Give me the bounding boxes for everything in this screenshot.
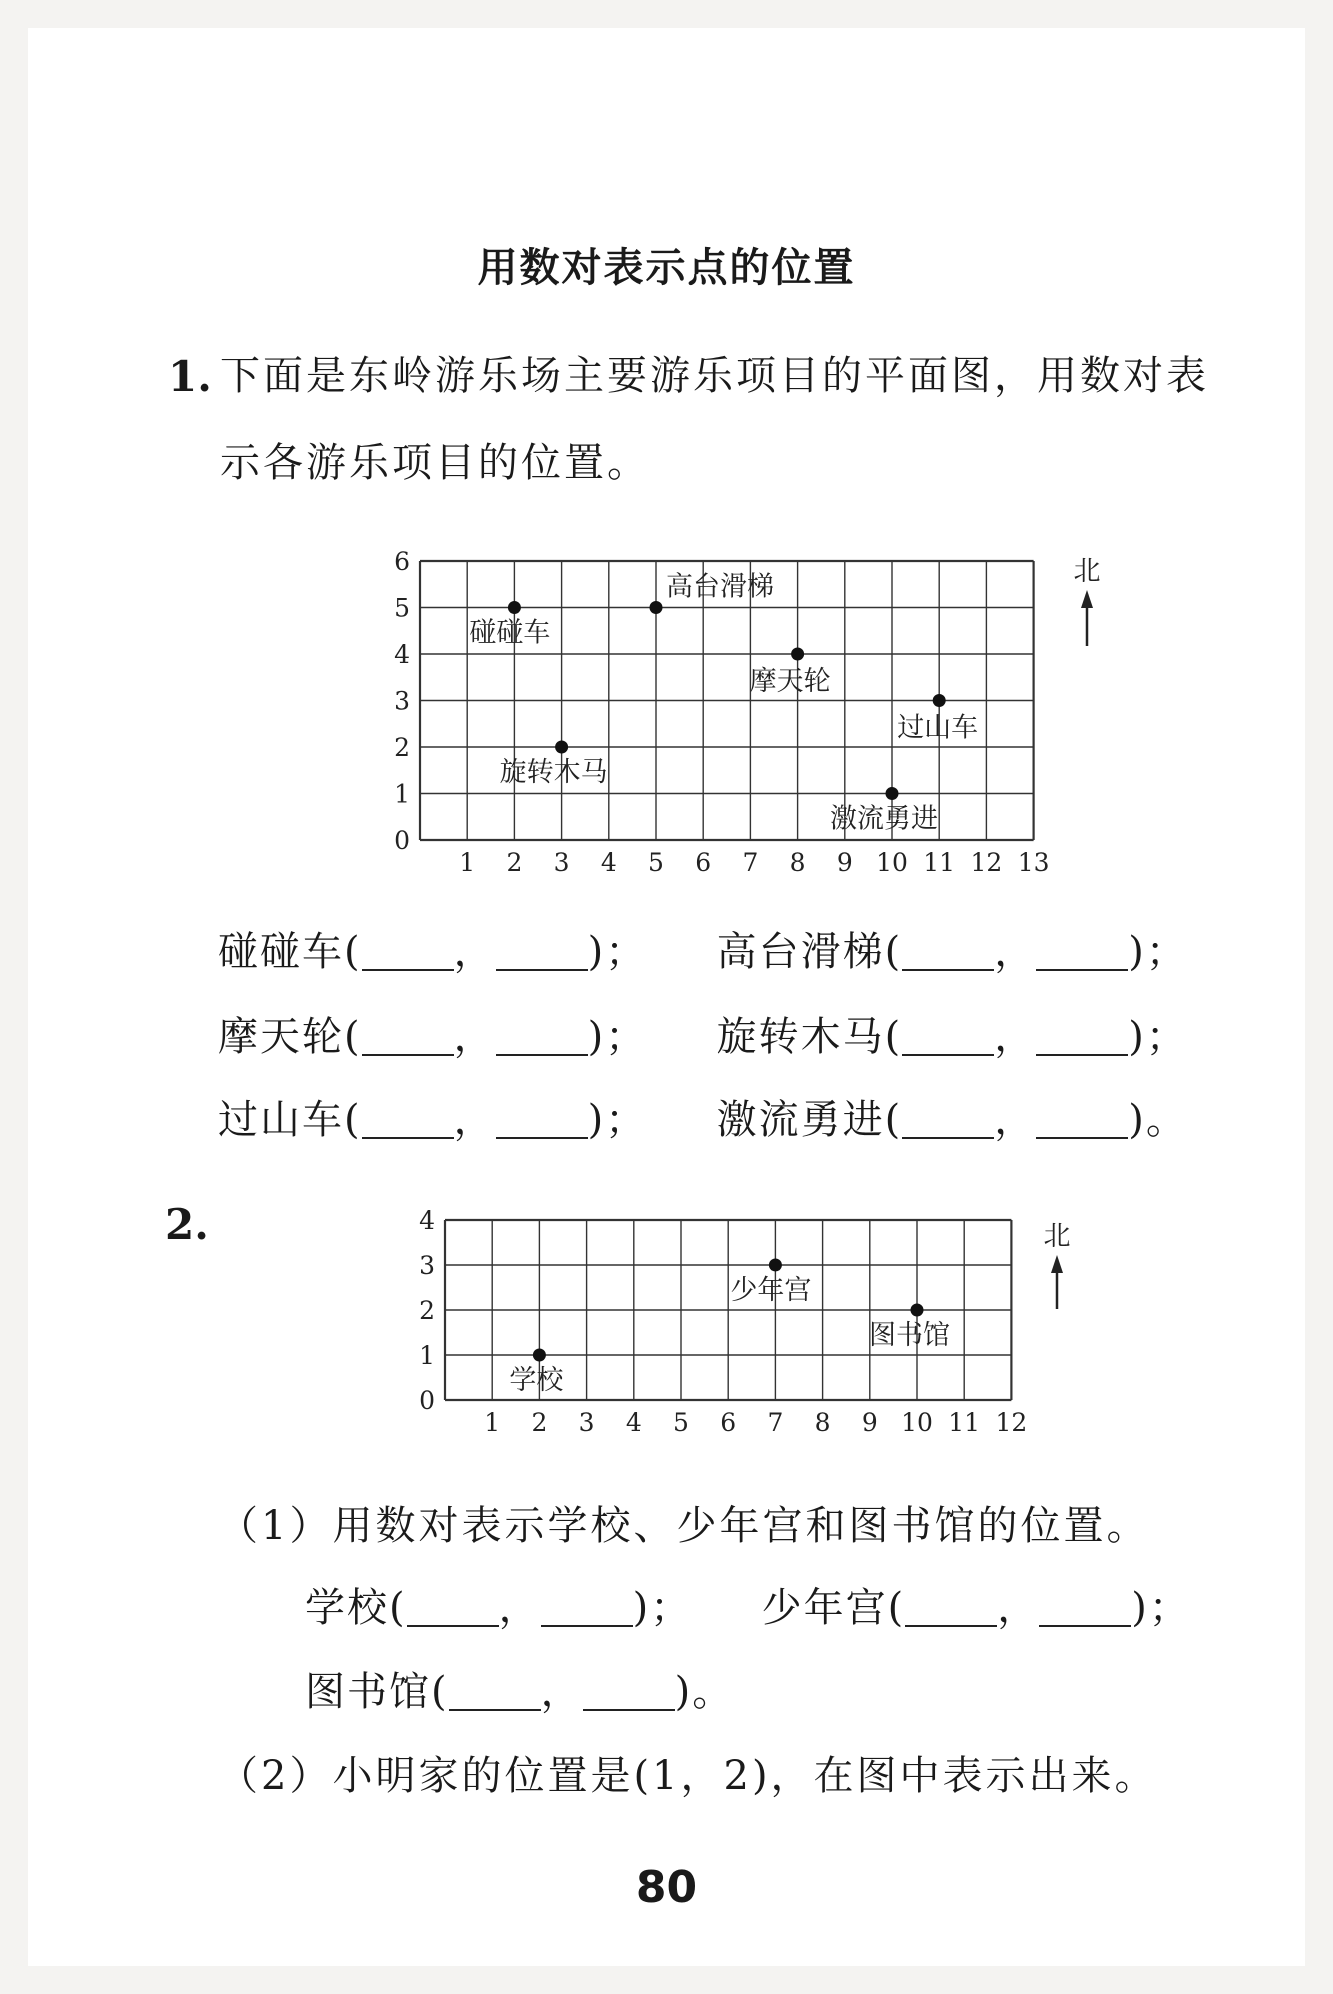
y-tick-label: 2 [419, 1295, 435, 1325]
x-tick-label: 4 [600, 848, 617, 877]
x-tick-label: 8 [814, 1408, 831, 1437]
comma: ， [994, 1014, 1037, 1060]
x-tick-label: 12 [995, 1408, 1028, 1437]
comma: ， [994, 929, 1037, 975]
x-tick-label: 7 [742, 848, 759, 877]
x-tick-label: 5 [648, 848, 664, 877]
close-paren: )。 [674, 1669, 735, 1715]
y-tick-label: 3 [419, 1250, 435, 1280]
y-tick-label: 5 [394, 593, 410, 623]
location-label: 激流勇进 [830, 803, 938, 835]
answer-blank[interactable] [1039, 1595, 1131, 1627]
answer-label: 学校( [305, 1585, 407, 1631]
x-tick-label: 5 [673, 1408, 689, 1437]
answer-label: 摩天轮( [218, 1014, 362, 1060]
comma: ， [453, 929, 496, 975]
x-tick-label: 4 [625, 1408, 642, 1437]
location-label: 少年宫 [730, 1275, 812, 1306]
close-paren: )； [587, 1014, 648, 1060]
y-tick-label: 4 [394, 639, 410, 669]
location-label: 学校 [509, 1365, 564, 1396]
x-tick-label: 2 [506, 848, 523, 877]
x-tick-label: 6 [720, 1408, 737, 1437]
question-1-number: 1. [168, 352, 212, 401]
x-tick-label: 11 [923, 848, 956, 877]
answer-blank[interactable] [905, 1595, 997, 1627]
comma: ， [994, 1097, 1037, 1143]
north-label: 北 [1073, 556, 1101, 587]
x-tick-label: 1 [459, 848, 476, 877]
answer-label: 图书馆( [305, 1669, 449, 1715]
answer-label: 激流勇进( [716, 1097, 903, 1143]
y-tick-label: 0 [419, 1385, 435, 1415]
location-label: 旋转木马 [499, 757, 608, 788]
y-tick-label: 1 [394, 779, 410, 809]
answer-label: 碰碰车( [218, 929, 362, 975]
question-2-sub2: （2）小明家的位置是(1，2)，在图中表示出来。 [218, 1753, 1158, 1799]
y-tick-label: 2 [394, 732, 410, 762]
q2-answer-row-2 [305, 1669, 735, 1715]
north-arrow-head [1051, 1255, 1063, 1273]
north-label: 北 [1043, 1221, 1071, 1252]
x-tick-label: 10 [876, 848, 908, 877]
page-title: 用数对表示点的位置 [477, 245, 856, 291]
x-tick-label: 12 [970, 848, 1003, 877]
answer-blank[interactable] [407, 1595, 499, 1627]
close-paren: )； [1131, 1585, 1191, 1631]
y-tick-label: 6 [394, 546, 410, 576]
x-tick-label: 2 [531, 1408, 548, 1437]
page-number: 80 [635, 1862, 698, 1913]
x-tick-label: 10 [901, 1408, 933, 1437]
x-tick-label: 6 [695, 848, 712, 877]
x-tick-label: 3 [553, 848, 570, 877]
answer-label: 旋转木马( [716, 1014, 903, 1060]
comma: ， [997, 1585, 1040, 1631]
comma: ， [453, 1097, 496, 1143]
y-tick-label: 0 [394, 825, 410, 855]
close-paren: )； [632, 1585, 693, 1631]
close-paren: )。 [1128, 1097, 1188, 1143]
question-1-text-line1: 下面是东岭游乐场主要游乐项目的平面图，用数对表 [220, 353, 1209, 399]
question-2-sub1: （1）用数对表示学校、少年宫和图书馆的位置。 [218, 1503, 1150, 1549]
location-label: 高台滑梯 [666, 571, 774, 603]
location-point [911, 1304, 924, 1317]
comma: ， [540, 1669, 583, 1715]
answer-blank[interactable] [541, 1595, 633, 1627]
answer-blank[interactable] [449, 1679, 541, 1711]
question-2-number: 2. [165, 1200, 209, 1249]
x-tick-label: 1 [484, 1408, 501, 1437]
y-tick-label: 1 [419, 1340, 435, 1370]
location-point [769, 1259, 782, 1272]
x-tick-label: 11 [948, 1408, 981, 1437]
answer-label: 过山车( [218, 1097, 362, 1143]
answer-label: 少年宫( [761, 1585, 906, 1631]
location-label: 图书馆 [869, 1320, 950, 1351]
location-point [533, 1349, 546, 1362]
x-tick-label: 13 [1017, 848, 1050, 877]
answer-blank[interactable] [583, 1679, 675, 1711]
comma: ， [453, 1014, 496, 1060]
y-tick-label: 4 [419, 1205, 435, 1235]
question-1-text-line2: 示各游乐项目的位置。 [220, 440, 650, 486]
close-paren: )； [1128, 929, 1188, 975]
close-paren: )； [1128, 1014, 1188, 1060]
comma: ， [498, 1585, 541, 1631]
x-tick-label: 3 [578, 1408, 595, 1437]
x-tick-label: 8 [789, 848, 806, 877]
close-paren: )； [587, 929, 648, 975]
location-label: 摩天轮 [749, 666, 831, 697]
x-tick-label: 9 [861, 1408, 878, 1437]
answer-label: 高台滑梯( [716, 929, 903, 975]
x-tick-label: 9 [836, 848, 853, 877]
x-tick-label: 7 [767, 1408, 784, 1437]
location-label: 碰碰车 [469, 617, 551, 649]
close-paren: )； [587, 1097, 648, 1143]
y-tick-label: 3 [394, 686, 410, 716]
q2-answer-row-1 [305, 1585, 1191, 1631]
location-label: 过山车 [897, 712, 979, 744]
